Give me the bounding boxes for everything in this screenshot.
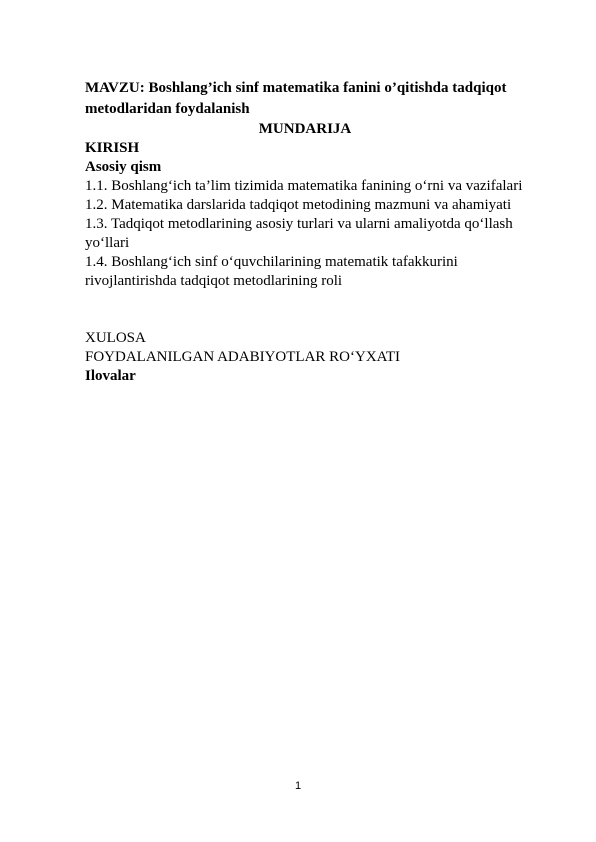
toc-item-section-1-1: 1.1. Boshlang‘ich ta’lim tizimida matematika fanining o‘rni va vazifalari — [85, 178, 523, 194]
toc-item-section-1-4: 1.4. Boshlang‘ich sinf o‘quvchilarining matematik tafakkurini rivojlantirishda tadqiqot metodlarining roli — [85, 254, 458, 289]
page-content — [85, 78, 525, 386]
toc-item-section-1-2: 1.2. Matematika darslarida tadqiqot metodining mazmuni va ahamiyati — [85, 197, 512, 213]
toc-item-section-1-3: 1.3. Tadqiqot metodlarining asosiy turlari va ularni amaliyotda qo‘llash yo‘llari — [85, 216, 513, 251]
page-number: 1 — [294, 780, 302, 792]
spacer — [85, 291, 525, 329]
toc-item-conclusion: XULOSA — [85, 330, 146, 346]
toc-heading: MUNDARIJA — [258, 121, 352, 137]
toc-item-intro: KIRISH — [85, 140, 140, 156]
toc-item-appendices: Ilovalar — [85, 368, 136, 384]
toc-item-main-part: Asosiy qism — [85, 159, 162, 175]
toc-item-references: FOYDALANILGAN ADABIYOTLAR RO‘YXATI — [85, 349, 400, 365]
document-title: MAVZU: Boshlang’ich sinf matematika fanini o’qitishda tadqiqot metodlaridan foydalanish — [85, 80, 507, 117]
